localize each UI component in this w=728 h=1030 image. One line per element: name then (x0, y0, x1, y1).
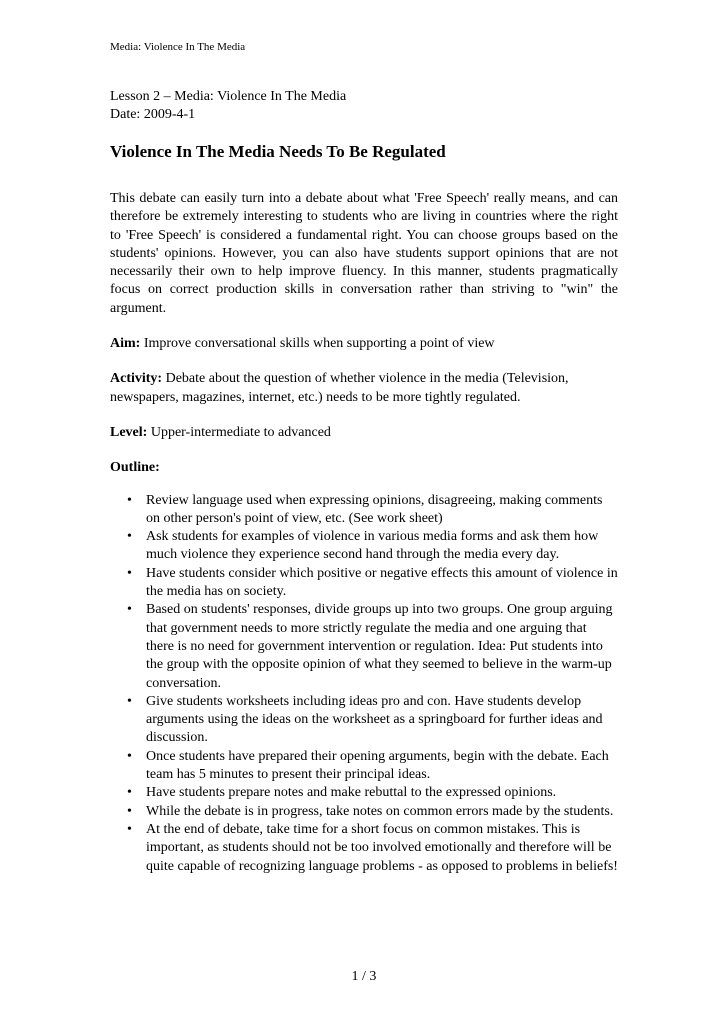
bullet-icon: • (127, 529, 132, 545)
list-item-text: Ask students for examples of violence in various media forms and ask them how much violence they experience second hand through the media every day. (146, 529, 599, 563)
bullet-icon: • (127, 821, 132, 837)
activity-label: Activity: (110, 371, 163, 387)
bullet-icon: • (127, 565, 132, 581)
lesson-meta (110, 88, 346, 124)
activity-text: Debate about the question of whether violence in the media (Television, newspapers, magazines, internet, etc.) needs to be more tightly regulated. (110, 371, 569, 405)
level-text: Upper-intermediate to advanced (147, 424, 331, 440)
bullet-icon: • (127, 492, 132, 508)
aim-label: Aim: (110, 336, 141, 352)
list-item-text: Give students worksheets including ideas pro and con. Have students develop arguments using the ideas on the worksheet as a springboard for further ideas and discussion. (146, 693, 603, 746)
list-item (110, 565, 618, 602)
list-item-text: At the end of debate, take time for a short focus on common mistakes. This is important, as students should not be too involved emotionally and therefore will be quite capable of recognizing language problems - as opposed to problems in beliefs! (146, 821, 618, 874)
list-item (110, 492, 618, 529)
level-label: Level: (110, 424, 148, 440)
page-number: 1 / 3 (351, 969, 377, 984)
list-item-text: Have students prepare notes and make rebuttal to the expressed opinions. (146, 785, 557, 801)
intro-paragraph: This debate can easily turn into a debate about what 'Free Speech' really means, and can therefore be extremely interesting to students who are living in countries where the right to 'Free Speech' is considered a fundamental right. You can choose groups based on the students' opinions. However, you can also have students support opinions that are not necessarily their own to help improve fluency. In this manner, students pragmatically focus on correct production skills in conversation rather than striving to "win" the argument. (110, 191, 618, 316)
list-item (110, 784, 618, 802)
list-item (110, 693, 618, 748)
outline-label: Outline: (110, 460, 160, 476)
list-item-text: Review language used when expressing opinions, disagreeing, making comments on other person's point of view, etc. (See work sheet) (146, 492, 603, 526)
list-item-text: Based on students' responses, divide groups up into two groups. One group arguing that government needs to more strictly regulate the media and one arguing that there is no need for government intervention or regulation. Idea: Put students into the group with the opposite opinion of what they seemed to believe in the warm-up conversation. (146, 602, 613, 691)
list-item (110, 748, 618, 785)
bullet-icon: • (127, 693, 132, 709)
outline-list (110, 492, 618, 876)
list-item (110, 601, 618, 692)
list-item (110, 803, 618, 821)
list-item (110, 821, 618, 876)
list-item (110, 528, 618, 565)
list-item-text: While the debate is in progress, take notes on common errors made by the students. (146, 803, 614, 819)
bullet-icon: • (127, 785, 132, 801)
lesson-line: Lesson 2 – Media: Violence In The Media (110, 89, 347, 104)
running-header: Media: Violence In The Media (110, 41, 246, 53)
aim-paragraph (110, 335, 618, 353)
bullet-icon: • (127, 748, 132, 764)
outline-heading (110, 459, 618, 477)
list-item-text: Have students consider which positive or negative effects this amount of violence in the media has on society. (146, 565, 618, 600)
activity-paragraph (110, 370, 618, 407)
list-item-text: Once students have prepared their opening arguments, begin with the debate. Each team has 5 minutes to present their principal ideas. (146, 748, 609, 783)
date-line: Date: 2009-4-1 (110, 107, 196, 122)
page-title: Violence In The Media Needs To Be Regulated (110, 142, 446, 161)
aim-text: Improve conversational skills when supporting a point of view (140, 336, 495, 352)
bullet-icon: • (127, 602, 132, 618)
bullet-icon: • (127, 803, 132, 819)
lesson-body (110, 190, 618, 876)
level-paragraph (110, 424, 618, 442)
